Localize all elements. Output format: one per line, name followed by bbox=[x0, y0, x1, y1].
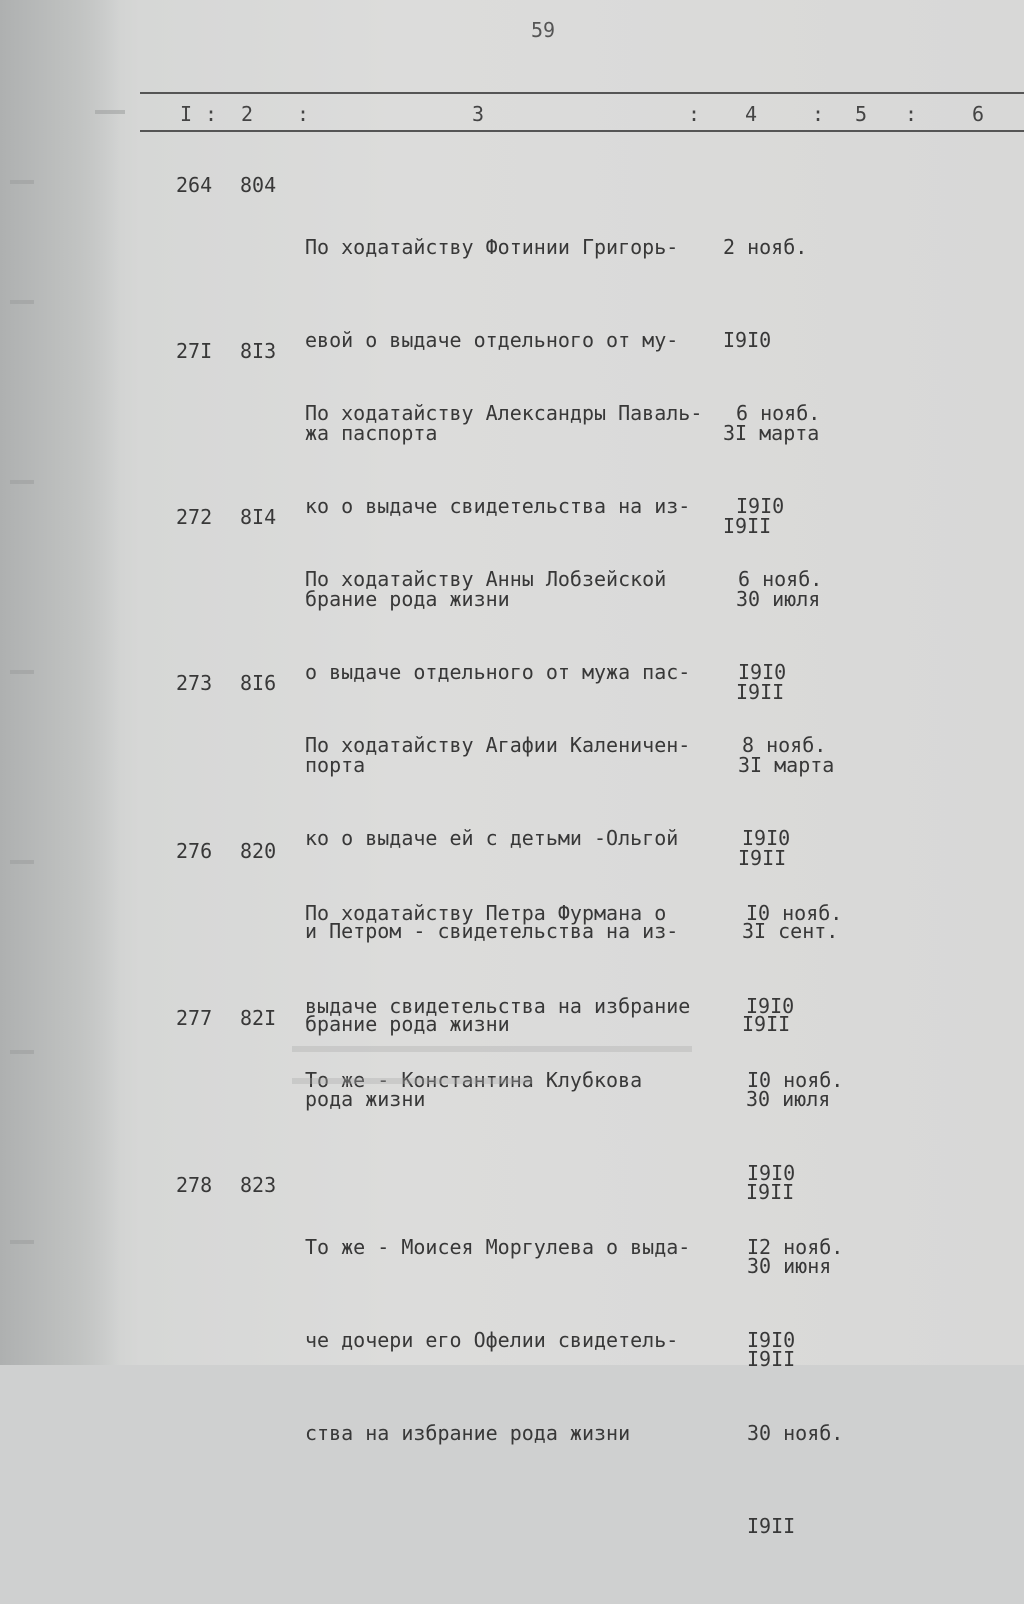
case-number: 823 bbox=[240, 1173, 277, 1197]
end-year: I9II bbox=[736, 680, 785, 704]
column-header: 3 bbox=[472, 102, 485, 126]
entry-number: 27I bbox=[176, 339, 213, 363]
end-year: I9II bbox=[747, 1347, 796, 1371]
description-line: То же - Константина Клубкова bbox=[305, 1068, 643, 1092]
end-date: 30 июня bbox=[747, 1254, 832, 1278]
bleed-mark bbox=[10, 860, 34, 864]
description-line: брание рода жизни bbox=[305, 1012, 510, 1036]
case-number: 8I6 bbox=[240, 671, 277, 695]
description-line: По ходатайству Александры Паваль- bbox=[305, 401, 703, 425]
end-year: I9II bbox=[742, 1012, 791, 1036]
entry-number: 278 bbox=[176, 1173, 213, 1197]
description-line: По ходатайству Петра Фурмана о bbox=[305, 901, 667, 925]
end-year: I9II bbox=[738, 846, 787, 870]
start-year: I9I0 bbox=[738, 660, 787, 684]
column-separator: : bbox=[297, 102, 310, 126]
entry-number: 273 bbox=[176, 671, 213, 695]
description-line: То же - Моисея Моргулева о выда- bbox=[305, 1235, 691, 1259]
entry-number: 276 bbox=[176, 839, 213, 863]
bleed-mark bbox=[10, 1050, 34, 1054]
bleed-mark bbox=[10, 670, 34, 674]
start-date: I2 нояб. bbox=[747, 1235, 844, 1259]
end-date: 3I марта bbox=[723, 421, 820, 445]
bleed-mark bbox=[292, 1078, 532, 1084]
entry-number: 272 bbox=[176, 505, 213, 529]
entry-dates bbox=[747, 1170, 843, 1604]
case-number: 8I3 bbox=[240, 339, 277, 363]
description-line: По ходатайству Анны Лобзейской bbox=[305, 567, 667, 591]
bleed-mark bbox=[10, 300, 34, 304]
column-separator: : bbox=[688, 102, 701, 126]
description-line: евой о выдаче отдельного от му- bbox=[305, 328, 679, 352]
description-line: По ходатайству Агафии Каленичен- bbox=[305, 733, 691, 757]
description-line: рода жизни bbox=[305, 1087, 426, 1111]
column-header: 5 bbox=[855, 102, 868, 126]
description-line: брание рода жизни bbox=[305, 587, 510, 611]
description-line: о выдаче отдельного от мужа пас- bbox=[305, 660, 691, 684]
start-year: I9I0 bbox=[723, 328, 772, 352]
column-separator: : bbox=[812, 102, 825, 126]
column-header: 2 bbox=[241, 102, 254, 126]
bleed-mark bbox=[95, 110, 125, 114]
end-date: 30 июля bbox=[736, 587, 821, 611]
start-year: I9I0 bbox=[747, 1328, 796, 1352]
entry-number: 264 bbox=[176, 173, 213, 197]
end-date: 30 июля bbox=[746, 1087, 831, 1111]
bleed-mark bbox=[292, 1046, 692, 1052]
description-line: выдаче свидетельства на избрание bbox=[305, 994, 691, 1018]
start-date: I0 нояб. bbox=[747, 1068, 844, 1092]
column-header: 6 bbox=[972, 102, 985, 126]
entry-number: 277 bbox=[176, 1006, 213, 1030]
description-line: ко о выдаче ей с детьми -Ольгой bbox=[305, 826, 679, 850]
column-header: 4 bbox=[745, 102, 758, 126]
case-number: 820 bbox=[240, 839, 277, 863]
description-line: ко о выдаче свидетельства на из- bbox=[305, 494, 691, 518]
column-separator: : bbox=[205, 102, 218, 126]
description-line: По ходатайству Фотинии Григорь- bbox=[305, 235, 679, 259]
end-year: I9II bbox=[723, 514, 772, 538]
description-line: че дочери его Офелии свидетель- bbox=[305, 1328, 679, 1352]
previous-page-edge bbox=[0, 0, 120, 1365]
end-date: 30 нояб. bbox=[747, 1421, 844, 1445]
case-number: 804 bbox=[240, 173, 277, 197]
header-bottom-rule bbox=[140, 130, 1024, 132]
start-date: 2 нояб. bbox=[723, 235, 808, 259]
start-date: I0 нояб. bbox=[746, 901, 843, 925]
end-date: 3I сент. bbox=[742, 919, 839, 943]
start-date: 6 нояб. bbox=[738, 567, 823, 591]
entry-description bbox=[305, 1170, 725, 1511]
start-date: 8 нояб. bbox=[742, 733, 827, 757]
case-number: 82I bbox=[240, 1006, 277, 1030]
start-year: I9I0 bbox=[747, 1161, 796, 1185]
description-line: и Петром - свидетельства на из- bbox=[305, 919, 679, 943]
end-year: I9II bbox=[747, 1514, 796, 1538]
page-number: 59 bbox=[531, 18, 556, 42]
end-year: I9II bbox=[746, 1180, 795, 1204]
column-header: I bbox=[180, 102, 193, 126]
header-top-rule bbox=[140, 92, 1024, 94]
start-year: I9I0 bbox=[736, 494, 785, 518]
start-year: I9I0 bbox=[746, 994, 795, 1018]
bleed-mark bbox=[10, 180, 34, 184]
bleed-mark bbox=[10, 1240, 34, 1244]
case-number: 8I4 bbox=[240, 505, 277, 529]
description-line: жа паспорта bbox=[305, 421, 438, 445]
end-date: 3I марта bbox=[738, 753, 835, 777]
start-year: I9I0 bbox=[742, 826, 791, 850]
bleed-mark bbox=[10, 480, 34, 484]
column-separator: : bbox=[905, 102, 918, 126]
start-date: 6 нояб. bbox=[736, 401, 821, 425]
description-line: ства на избрание рода жизни bbox=[305, 1421, 631, 1445]
description-line: порта bbox=[305, 753, 366, 777]
